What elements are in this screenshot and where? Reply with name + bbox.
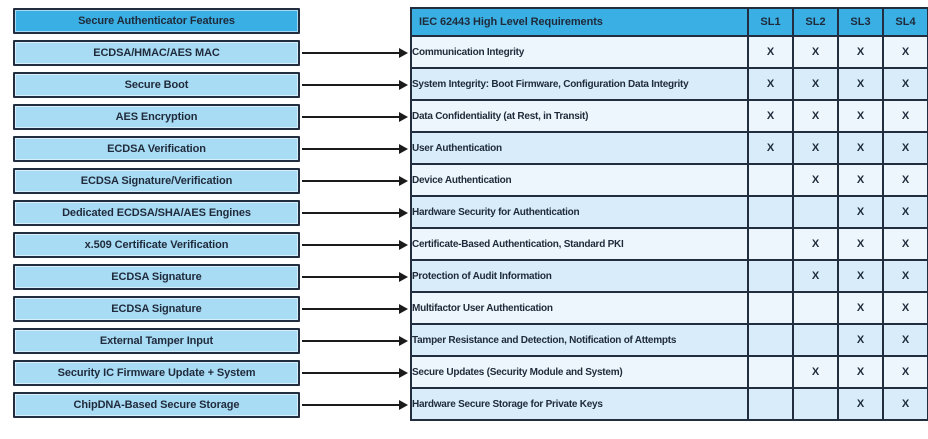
mapping-arrow [302, 272, 408, 282]
mapping-arrow [302, 80, 408, 90]
requirement-label: Certificate-Based Authentication, Standard PKI [411, 228, 748, 260]
feature-box: ECDSA Signature [13, 296, 300, 322]
sl-mark-cell: X [748, 100, 793, 132]
mapping-arrow [302, 176, 408, 186]
arrow-line [302, 404, 400, 406]
arrow-right-icon [399, 272, 408, 282]
sl-mark-cell: X [883, 292, 928, 324]
sl-mark-cell: X [748, 68, 793, 100]
sl-mark-cell [748, 260, 793, 292]
feature-box: x.509 Certificate Verification [13, 232, 300, 258]
table-row [411, 260, 928, 292]
arrow-right-icon [399, 80, 408, 90]
mapping-arrow [302, 368, 408, 378]
sl-mark-cell: X [838, 100, 883, 132]
arrow-line [302, 244, 400, 246]
feature-box: Dedicated ECDSA/SHA/AES Engines [13, 200, 300, 226]
mapping-arrow [302, 48, 408, 58]
sl-mark-cell: X [883, 164, 928, 196]
sl-mark-cell: X [838, 36, 883, 68]
feature-box: AES Encryption [13, 104, 300, 130]
arrow-right-icon [399, 368, 408, 378]
sl-mark-cell [748, 388, 793, 420]
sl-mark-cell [748, 196, 793, 228]
sl-mark-cell: X [793, 36, 838, 68]
sl-mark-cell: X [883, 324, 928, 356]
requirement-label: Tamper Resistance and Detection, Notification of Attempts [411, 324, 748, 356]
sl-mark-cell: X [748, 36, 793, 68]
feature-box: External Tamper Input [13, 328, 300, 354]
arrow-line [302, 180, 400, 182]
sl-mark-cell: X [793, 68, 838, 100]
sl-mark-cell [748, 324, 793, 356]
requirement-label: System Integrity: Boot Firmware, Configuration Data Integrity [411, 68, 748, 100]
sl-mark-cell: X [838, 196, 883, 228]
table-row [411, 36, 928, 68]
sl2-header-cell: SL2 [793, 8, 838, 36]
arrow-line [302, 372, 400, 374]
table-row [411, 100, 928, 132]
mapping-arrow [302, 144, 408, 154]
feature-box: ECDSA/HMAC/AES MAC [13, 40, 300, 66]
table-row [411, 228, 928, 260]
feature-box: Secure Boot [13, 72, 300, 98]
sl-mark-cell [748, 164, 793, 196]
sl-mark-cell: X [838, 356, 883, 388]
table-row [411, 196, 928, 228]
table-row [411, 356, 928, 388]
sl-mark-cell: X [838, 68, 883, 100]
sl-mark-cell: X [883, 356, 928, 388]
requirement-label: Data Confidentiality (at Rest, in Transit) [411, 100, 748, 132]
requirement-label: Protection of Audit Information [411, 260, 748, 292]
sl-mark-cell: X [793, 228, 838, 260]
sl-mark-cell: X [793, 164, 838, 196]
sl-mark-cell [748, 228, 793, 260]
table-row [411, 68, 928, 100]
sl-mark-cell [793, 292, 838, 324]
sl4-header-cell: SL4 [883, 8, 928, 36]
feature-box: ECDSA Verification [13, 136, 300, 162]
requirement-label: Multifactor User Authentication [411, 292, 748, 324]
sl-mark-cell: X [748, 132, 793, 164]
sl-mark-cell [748, 356, 793, 388]
features-header: Secure Authenticator Features [13, 8, 300, 34]
mapping-arrow [302, 240, 408, 250]
table-row [411, 132, 928, 164]
table-header-row [411, 8, 928, 36]
requirement-label: Hardware Secure Storage for Private Keys [411, 388, 748, 420]
feature-box: ECDSA Signature [13, 264, 300, 290]
requirement-label: Communication Integrity [411, 36, 748, 68]
sl-mark-cell: X [838, 132, 883, 164]
arrow-right-icon [399, 304, 408, 314]
arrow-line [302, 276, 400, 278]
sl-mark-cell: X [838, 324, 883, 356]
arrow-line [302, 116, 400, 118]
arrow-right-icon [399, 176, 408, 186]
sl-mark-cell: X [883, 196, 928, 228]
sl3-header-cell: SL3 [838, 8, 883, 36]
arrow-line [302, 308, 400, 310]
table-row [411, 164, 928, 196]
arrow-right-icon [399, 240, 408, 250]
sl-mark-cell: X [883, 228, 928, 260]
sl-mark-cell: X [793, 260, 838, 292]
feature-box: Security IC Firmware Update + System [13, 360, 300, 386]
sl-mark-cell: X [838, 164, 883, 196]
mapping-arrow [302, 336, 408, 346]
mapping-arrow [302, 208, 408, 218]
feature-box: ChipDNA-Based Secure Storage [13, 392, 300, 418]
mapping-arrow [302, 112, 408, 122]
feature-box: ECDSA Signature/Verification [13, 168, 300, 194]
arrow-right-icon [399, 112, 408, 122]
requirement-label: Hardware Security for Authentication [411, 196, 748, 228]
sl-mark-cell: X [838, 292, 883, 324]
sl-mark-cell: X [793, 356, 838, 388]
sl-mark-cell [748, 292, 793, 324]
arrow-right-icon [399, 400, 408, 410]
sl-mark-cell: X [793, 132, 838, 164]
arrow-right-icon [399, 144, 408, 154]
sl-mark-cell: X [883, 100, 928, 132]
features-column [13, 8, 300, 418]
arrow-line [302, 148, 400, 150]
requirement-label: Device Authentication [411, 164, 748, 196]
sl-mark-cell: X [838, 260, 883, 292]
arrow-right-icon [399, 208, 408, 218]
sl-mark-cell: X [883, 260, 928, 292]
sl-mark-cell: X [838, 388, 883, 420]
mapping-arrow [302, 304, 408, 314]
arrow-right-icon [399, 48, 408, 58]
requirements-table [410, 7, 928, 421]
sl-mark-cell: X [883, 68, 928, 100]
table-row [411, 388, 928, 420]
table-row [411, 324, 928, 356]
table-row [411, 292, 928, 324]
sl-mark-cell [793, 324, 838, 356]
arrow-line [302, 340, 400, 342]
arrow-line [302, 84, 400, 86]
arrow-line [302, 52, 400, 54]
sl-mark-cell [793, 196, 838, 228]
sl-mark-cell: X [883, 388, 928, 420]
sl-mark-cell [793, 388, 838, 420]
requirement-label: Secure Updates (Security Module and System) [411, 356, 748, 388]
sl-mark-cell: X [883, 36, 928, 68]
sl-mark-cell: X [793, 100, 838, 132]
sl1-header-cell: SL1 [748, 8, 793, 36]
arrow-line [302, 212, 400, 214]
mapping-arrow [302, 400, 408, 410]
sl-mark-cell: X [883, 132, 928, 164]
sl-mark-cell: X [838, 228, 883, 260]
requirements-header-cell: IEC 62443 High Level Requirements [411, 8, 748, 36]
requirement-label: User Authentication [411, 132, 748, 164]
arrow-right-icon [399, 336, 408, 346]
